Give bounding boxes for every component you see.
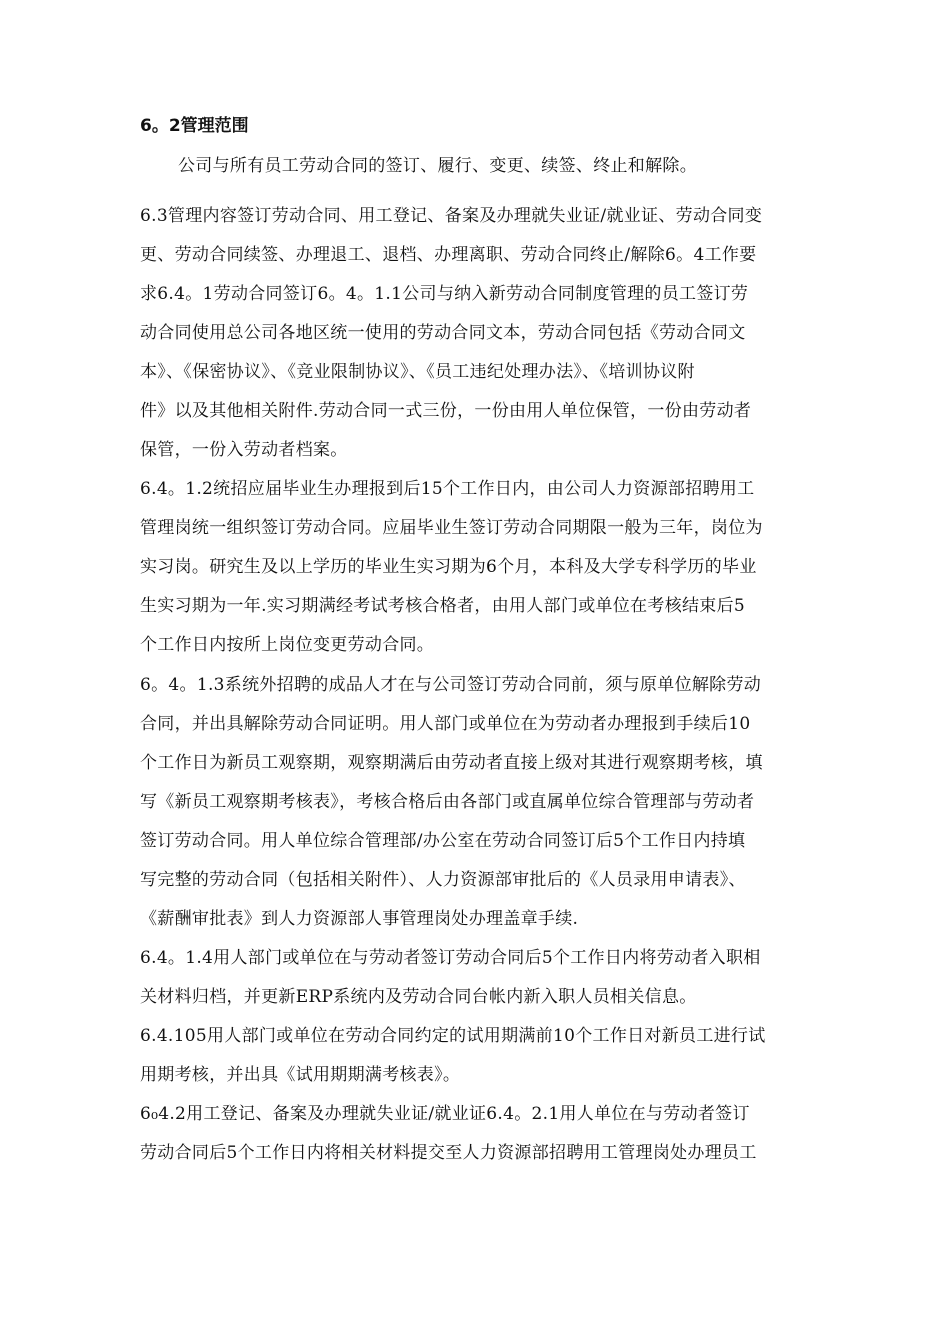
paragraph-line: 6₀4.2用工登记、备案及办理就失业证/就业证6.4。2.1用人单位在与劳动者签订 [140, 1104, 750, 1124]
paragraph-line: 个工作日为新员工观察期，观察期满后由劳动者直接上级对其进行观察期考核，填 [140, 753, 763, 773]
paragraph-line: 实习岗。研究生及以上学历的毕业生实习期为6个月，本科及大学专科学历的毕业 [140, 557, 757, 577]
paragraph-line: 保管，一份入劳动者档案。 [140, 440, 348, 460]
paragraph-line: 公司与所有员工劳动合同的签订、履行、变更、续签、终止和解除。 [178, 156, 697, 176]
paragraph-line: 劳动合同后5个工作日内将相关材料提交至人力资源部招聘用工管理岗处办理员工 [140, 1143, 757, 1163]
paragraph-line: 个工作日内按所上岗位变更劳动合同。 [140, 635, 435, 655]
paragraph-line: 求6.4。1劳动合同签订6。4。1.1公司与纳入新劳动合同制度管理的员工签订劳 [140, 284, 749, 304]
paragraph-line: 6.3管理内容签订劳动合同、用工登记、备案及办理就失业证/就业证、劳动合同变 [140, 206, 763, 226]
section-heading: 6。2管理范围 [140, 116, 249, 136]
paragraph-line: 6.4.105用人部门或单位在劳动合同约定的试用期满前10个工作日对新员工进行试 [140, 1026, 766, 1046]
paragraph-line: 签订劳动合同。用人单位综合管理部/办公室在劳动合同签订后5个工作日内持填 [140, 831, 746, 851]
paragraph-line: 6。4。1.3系统外招聘的成品人才在与公司签订劳动合同前，须与原单位解除劳动 [140, 675, 762, 695]
paragraph-line: 关材料归档，并更新ERP系统内及劳动合同台帐内新入职人员相关信息。 [140, 987, 697, 1007]
paragraph-line: 6.4。1.2统招应届毕业生办理报到后15个工作日内，由公司人力资源部招聘用工 [140, 479, 755, 499]
paragraph-line: 动合同使用总公司各地区统一使用的劳动合同文本，劳动合同包括《劳动合同文 [140, 323, 746, 343]
paragraph-line: 《薪酬审批表》到人力资源部人事管理岗处办理盖章手续. [140, 909, 579, 929]
paragraph-line: 本》、《保密协议》、《竞业限制协议》、《员工违纪处理办法》、《培训协议附 [140, 362, 695, 382]
paragraph-line: 6.4。1.4用人部门或单位在与劳动者签订劳动合同后5个工作日内将劳动者入职相 [140, 948, 761, 968]
paragraph-line: 用期考核，并出具《试用期期满考核表》。 [140, 1065, 461, 1085]
paragraph-line: 合同，并出具解除劳动合同证明。用人部门或单位在为劳动者办理报到手续后10 [140, 714, 751, 734]
paragraph-line: 管理岗统一组织签订劳动合同。应届毕业生签订劳动合同期限一般为三年，岗位为 [140, 518, 763, 538]
paragraph-line: 更、劳动合同续签、办理退工、退档、办理离职、劳动合同终止/解除6。4工作要 [140, 245, 757, 265]
paragraph-line: 写《新员工观察期考核表》，考核合格后由各部门或直属单位综合管理部与劳动者 [140, 792, 755, 812]
paragraph-line: 件》以及其他相关附件.劳动合同一式三份，一份由用人单位保管，一份由劳动者 [140, 401, 752, 421]
paragraph-line: 生实习期为一年.实习期满经考试考核合格者，由用人部门或单位在考核结束后5 [140, 596, 746, 616]
paragraph-line: 写完整的劳动合同（包括相关附件）、人力资源部审批后的《人员录用申请表》、 [140, 870, 746, 890]
